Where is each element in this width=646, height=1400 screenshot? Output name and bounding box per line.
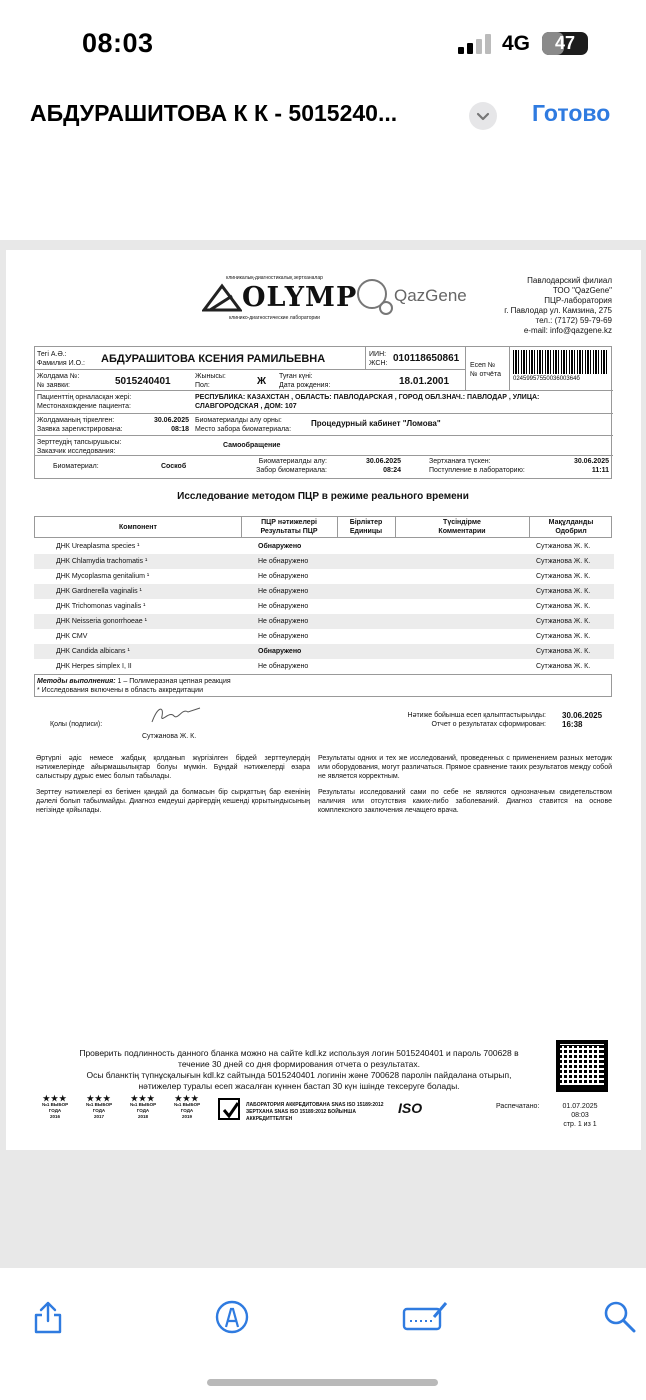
accreditation-line: ЛАБОРАТОРИЯ АККРЕДИТОВАНА SNAS ISO 15189:2012 (246, 1102, 384, 1108)
network-type: 4G (502, 32, 531, 55)
cellular-signal-icon (458, 34, 492, 54)
table-row (34, 584, 614, 599)
logo-bottom-text: клинико-диагностические лаборатории (229, 315, 320, 321)
olymp-logo (202, 274, 358, 328)
verify-ru: течение 30 дней со дня формирования отчета о результатах. (178, 1059, 420, 1069)
customer-label: Заказчик исследования: (37, 448, 116, 455)
received-date: 30.06.2025 (573, 458, 609, 465)
col-comment: Комментарии (438, 528, 486, 535)
row-result: Обнаружено (258, 543, 302, 550)
row-approved: Сутжанова Ж. К. (536, 603, 591, 610)
signature-tool-icon[interactable] (402, 1299, 450, 1335)
patient-iin: 010118650861 (393, 353, 460, 364)
page-info: стр. 1 из 1 (563, 1121, 597, 1128)
branch-line: тел.: (7172) 59-79-69 (535, 316, 612, 325)
award-year: 2017 (93, 1114, 104, 1119)
registered-date: 30.06.2025 (153, 417, 189, 424)
award-badge-icon: ★★★ №1 ВЫБОР ГОДА 2018 (124, 1096, 162, 1126)
col-approved: Одобрил (555, 528, 587, 535)
received-time: 11:11 (591, 467, 609, 474)
col-unit: Единицы (349, 528, 383, 535)
accreditation-note: * Исследования включены в область аккредитации (37, 687, 203, 694)
printed-time: 08:03 (571, 1112, 589, 1119)
table-row (34, 539, 614, 554)
qazgene-text: QazGene (394, 286, 467, 305)
customer-label: Зерттеудің тапсырушысы: (37, 439, 122, 446)
award-year: 2019 (181, 1114, 192, 1119)
methods-label: Методы выполнения: (37, 678, 116, 685)
verify-kz: Осы бланктің түпнұсқалығын kdl.kz сайтында 5015240401 логинін және 700628 паролін пайдалана отырып, (86, 1070, 512, 1080)
share-icon[interactable] (30, 1299, 66, 1335)
sampling-time: 08:24 (383, 467, 401, 474)
row-approved: Сутжанова Ж. К. (536, 618, 591, 625)
logo-main-text: OLYMP (242, 282, 358, 313)
registered-label: Жолдаманың тіркелген: (37, 417, 115, 424)
row-component: ДНК CMV (56, 633, 88, 640)
logo-top-text: клиникалық-диагностикалық зертханалар (226, 275, 323, 281)
row-approved: Сутжанова Ж. К. (536, 663, 591, 670)
sex-label: Жынысы: (195, 373, 226, 380)
status-bar (0, 0, 646, 90)
signature-icon (148, 702, 204, 730)
row-result: Не обнаружено (258, 588, 309, 595)
row-approved: Сутжанова Ж. К. (536, 648, 591, 655)
accreditation-check-icon (218, 1098, 240, 1120)
order-number: 5015240401 (115, 376, 171, 387)
biomaterial-label: Биоматериал: (53, 463, 99, 470)
customer: Самообращение (223, 442, 281, 449)
patient-address: РЕСПУБЛИКА: КАЗАХСТАН , ОБЛАСТЬ: ПАВЛОДАРСКАЯ , ГОРОД ОБЛ.ЗНАЧ.: ПАВЛОДАР , УЛИЦА: (195, 394, 540, 401)
address-label: Местонахождение пациента: (37, 403, 131, 410)
sampling-label: Биоматериалды алу: (258, 458, 327, 465)
battery-text: 47 (554, 33, 576, 53)
formed-date: 30.06.2025 (562, 711, 603, 720)
award-badge-icon: ★★★ №1 ВЫБОР ГОДА 2017 (80, 1096, 118, 1126)
sex-label: Пол: (195, 382, 210, 389)
dob-label: Туған күні: (279, 373, 313, 380)
document-viewer[interactable] (0, 240, 646, 1268)
registered-time: 08:18 (171, 426, 189, 433)
printed-date: 01.07.2025 (562, 1103, 598, 1110)
signature-label: Қолы (подписи): (50, 721, 103, 728)
row-approved: Сутжанова Ж. К. (536, 588, 591, 595)
col-approved: Мақұлданды (548, 519, 594, 526)
row-component: ДНК Gardnerella vaginalis ¹ (56, 588, 142, 595)
award-text: №1 ВЫБОР ГОДА (41, 1102, 69, 1113)
document-title: АБДУРАШИТОВА К К - 5015240... (30, 100, 398, 126)
verify-block (34, 1048, 564, 1092)
col-result: Результаты ПЦР (260, 528, 318, 535)
iso-logo: ISO (398, 1100, 423, 1116)
award-badge-icon: ★★★ №1 ВЫБОР ГОДА 2019 (168, 1096, 206, 1126)
row-result: Не обнаружено (258, 603, 309, 610)
row-result: Не обнаружено (258, 633, 309, 640)
table-row (34, 629, 614, 644)
signer-name: Сутжанова Ж. К. (142, 733, 197, 740)
row-result: Обнаружено (258, 648, 302, 655)
table-row (34, 554, 614, 569)
search-icon[interactable] (602, 1299, 638, 1335)
fio-label: Фамилия И.О.: (37, 360, 85, 367)
patient-info-block (34, 346, 612, 479)
table-row (34, 569, 614, 584)
award-year: 2016 (49, 1114, 60, 1119)
row-approved: Сутжанова Ж. К. (536, 633, 591, 640)
status-time: 08:03 (82, 28, 154, 58)
qr-code-icon (556, 1040, 608, 1092)
col-component: Компонент (119, 524, 157, 531)
report-label: № отчёта (470, 371, 501, 378)
iin-label: ЖСН: (369, 360, 388, 367)
report-label: Есеп № (470, 362, 496, 369)
address-label: Пациенттің орналасқан жері: (37, 394, 132, 401)
note-ru-2: Результаты исследований сами по себе не являются однозначным свидетельством наличия или отсутствия каких-либо заболеваний. Диагноз ставится на основе комплексного заключения лечащего врача. (318, 789, 612, 814)
row-component: ДНК Mycoplasma genitalium ¹ (56, 573, 150, 580)
col-unit: Бірліктер (349, 519, 383, 526)
branch-line: г. Павлодар ул. Камзина, 275 (504, 306, 612, 315)
markup-icon[interactable] (214, 1299, 250, 1335)
table-row (34, 659, 614, 674)
award-text: №1 ВЫБОР ГОДА (173, 1102, 201, 1113)
patient-sex: Ж (257, 376, 267, 387)
formed-time: 16:38 (562, 720, 583, 729)
branch-line: e-mail: info@qazgene.kz (523, 326, 612, 335)
title-menu-chevron-icon[interactable] (469, 102, 497, 130)
iin-label: ИИН: (369, 351, 387, 358)
sampling-date: 30.06.2025 (365, 458, 401, 465)
row-approved: Сутжанова Ж. К. (536, 543, 591, 550)
formed-label: Нәтиже бойынша есеп қалыптастырылды: (407, 712, 546, 719)
received-label: Зертханаға түскен: (429, 458, 491, 465)
accreditation-line: ЗЕРТХАНА SNAS ISO 15189:2012 БОЙЫНША АККРЕДИТТЕЛГЕН (246, 1109, 356, 1122)
note-kz: Әртүрлі әдіс немесе жабдық қолданып жүргізілген бірдей зерттеулердің нәтижелерінде айырмашылықтар болуы мүмкін. Бұндай нәтижелерді өзара салыстыру дұрыс емес болып табылады. (36, 755, 310, 780)
sampling-label: Забор биоматериала: (256, 467, 327, 474)
fio-label: Тегі А.Ә.: (37, 351, 67, 358)
branch-line: ПЦР-лаборатория (544, 296, 612, 305)
battery-icon (542, 32, 588, 55)
row-component: ДНК Trichomonas vaginalis ¹ (56, 603, 146, 610)
methods-text: 1 – Полимеразная цепная реакция (115, 678, 231, 685)
patient-name: АБДУРАШИТОВА КСЕНИЯ РАМИЛЬЕВНА (101, 353, 326, 365)
dob-label: Дата рождения: (279, 382, 331, 389)
patient-dob: 18.01.2001 (399, 376, 450, 387)
table-row (34, 614, 614, 629)
award-text: №1 ВЫБОР ГОДА (85, 1102, 113, 1113)
printed-label: Распечатано: (496, 1103, 540, 1110)
verify-ru: Проверить подлинность данного бланка можно на сайте kdl.kz используя логин 5015240401 и пароль 700628 в (79, 1048, 519, 1058)
barcode-text: 0245995755003600364б (513, 376, 580, 382)
branch-line: Павлодарский филиал (527, 276, 612, 285)
collection-place: Процедурный кабинет "Ломова" (311, 419, 441, 428)
branch-line: ТОО "QazGene" (552, 286, 612, 295)
note-ru: Результаты одних и тех же исследований, проведенных с применением разных методик или оборудования, могут различаться. Прямое сравнение таких результатов между собой не является корректным. (318, 755, 612, 780)
home-indicator[interactable] (207, 1379, 438, 1386)
award-badge-icon: ★★★ №1 ВЫБОР ГОДА 2016 (36, 1096, 74, 1126)
row-result: Не обнаружено (258, 618, 309, 625)
row-component: ДНК Herpes simplex I, II (56, 663, 132, 670)
document-page (6, 250, 641, 1150)
row-component: ДНК Ureaplasma species ¹ (56, 543, 140, 550)
results-table-header (34, 516, 612, 538)
patient-address: СЛАВГОРОДСКАЯ , ДОМ: 107 (195, 403, 297, 410)
row-component: ДНК Candida albicans ¹ (56, 648, 130, 655)
award-year: 2018 (137, 1114, 148, 1119)
methods-block (34, 674, 612, 697)
registered-label: Заявка зарегистрирована: (37, 426, 123, 433)
branch-info (446, 276, 612, 336)
formed-label: Отчет о результатах сформирован: (431, 721, 546, 728)
col-comment: Түсіндірме (443, 519, 481, 526)
row-component: ДНК Chlamydia trachomatis ¹ (56, 558, 148, 565)
order-label: Жолдама №: (37, 373, 80, 380)
done-button[interactable]: Готово (532, 100, 611, 126)
place-label: Место забора биоматериала: (195, 426, 292, 433)
award-text: №1 ВЫБОР ГОДА (129, 1102, 157, 1113)
received-label: Поступление в лабораторию: (429, 467, 525, 474)
place-label: Биоматериалды алу орны: (195, 417, 282, 424)
note-kz-2: Зерттеу нәтижелері өз бетімен қандай да болмасын бір сырқаттың бар екенінің дәлелі болып табылмайды. Диагноз емдеуші дәрігердің кешенді қорытындысының негізінде қойылады. (36, 789, 310, 814)
order-label: № заявки: (37, 382, 70, 389)
table-row (34, 644, 614, 659)
verify-kz: нәтижелер туралы есеп жасалған күннен бастап 30 күн ішінде тексеруге болады. (138, 1081, 460, 1091)
olymp-mark-icon (202, 282, 242, 312)
table-row (34, 599, 614, 614)
col-result: ПЦР нәтижелері (261, 519, 317, 526)
row-result: Не обнаружено (258, 573, 309, 580)
row-result: Не обнаружено (258, 558, 309, 565)
row-approved: Сутжанова Ж. К. (536, 573, 591, 580)
row-approved: Сутжанова Ж. К. (536, 558, 591, 565)
row-component: ДНК Neisseria gonorrhoeae ¹ (56, 618, 147, 625)
biomaterial: Соскоб (161, 463, 187, 470)
row-result: Не обнаружено (258, 663, 309, 670)
study-title: Исследование методом ПЦР в режиме реального времени (177, 491, 469, 502)
barcode-icon (513, 350, 609, 374)
